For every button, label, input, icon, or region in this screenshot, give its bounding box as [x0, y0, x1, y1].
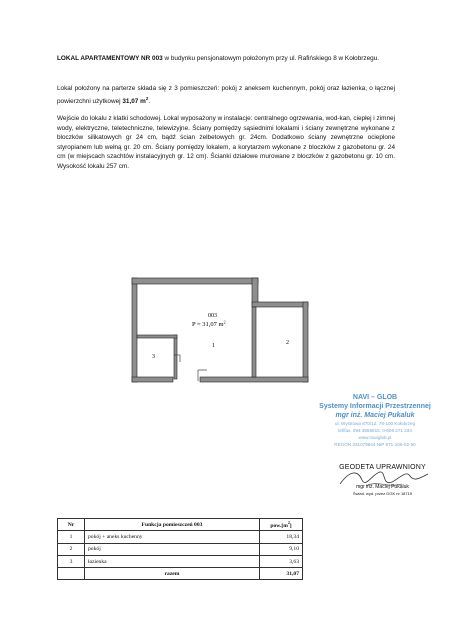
wall-room2-divider [252, 307, 256, 377]
company-subtitle: Systemy Informacji Przestrzennej [319, 403, 431, 410]
intro-paragraph [57, 54, 395, 64]
floor-plan [130, 270, 310, 390]
rooms-table [57, 518, 303, 580]
company-phone: tel/fax. 094 3556915; 0-606 271 234 [338, 428, 412, 433]
table-sum-row: razem 31,07 [58, 568, 303, 580]
unit-title: LOKAL APARTAMENTOWY NR 003 [57, 55, 163, 62]
wall-left [132, 278, 137, 382]
header-area: $pow.[m^2]$ [260, 519, 303, 531]
seal-name: mgr inż. Maciej Pukaluk [356, 484, 409, 490]
room-3-label: 3 [152, 354, 155, 360]
wall-bottom-left [132, 377, 173, 382]
company-stamp [312, 393, 438, 448]
wall-bottom-right [200, 377, 308, 382]
wall-bathroom-top [137, 335, 177, 338]
company-name: NAVI – GLOB [352, 394, 398, 401]
wall-top-right [252, 302, 308, 307]
wall-right [303, 302, 308, 382]
plan-area-label: P = 31,07 $m^2$ [192, 319, 226, 328]
table-row: 1 pokój + aneks kuchenny 18,34 [58, 531, 303, 543]
wall-bathroom-side [174, 335, 177, 379]
header-function: Funkcja pomieszczeń 003 [85, 519, 260, 531]
seal-title: GEODETA UPRAWNIONY [339, 464, 426, 471]
description-text: Lokal położony na parterze składa się z 3 pomieszczeń: pokój z aneksem kuchennym, pokój oraz łazienka, o łącznej powierzchni użytkowej [57, 85, 395, 105]
table-row: 3 łazienka 3,63 [58, 555, 303, 567]
company-person: mgr inż. Maciej Pukaluk [335, 412, 415, 419]
surveyor-seal [330, 460, 435, 502]
total-area: 31,07 $m^2$ [122, 95, 149, 105]
company-web: www.naviglob.pl [358, 435, 392, 440]
wall-top-left [132, 278, 258, 284]
details-paragraph: Wejście do lokalu z klatki schodowej. Lokal wyposażony w instalacje: centralnego ogrzewania, wod-kan, ciepłej i zimnej wody, elektryczne, teletechniczne, telewizyjne. Ściany pomiędzy sąsiednimi lokalami i ściany zewnętrzne wykonane z bloczków silikatowych gr 24 cm, bądź ścian żelbetowych gr. 24cm. Dodatkowo ściany zewnętrzne ocieplone styropianem lub wełną gr. 20 cm. Ściany pomiędzy lokalem, a korytarzem wykonane z bloczków z gazobetonu gr. 24 cm (w miejscach szachtów instalacyjnych gr. 12 cm). Ścianki działowe murowane z bloczków z gazobetonu gr. 10 cm. Wysokość lokalu 257 cm. [57, 115, 395, 170]
table-header-row [58, 519, 303, 531]
room-1-label: 1 [212, 343, 215, 349]
company-regon: REGON 331079844 NIP 671-106-02-50 [334, 442, 416, 447]
header-nr: Nr [58, 519, 85, 531]
company-address: ul. Wylotowa 870/12, 78-100 Kołobrzeg [334, 421, 416, 426]
seal-license: Świad. wyd. przez GGK nr 18719 [352, 491, 413, 496]
unit-label: 003 [208, 313, 217, 319]
table-row: 2 pokój 9,10 [58, 543, 303, 555]
description-paragraph: Lokal położony na parterze składa się z 3 pomieszczeń: pokój z aneksem kuchennym, pokój oraz łazienka, o łącznej powierzchni użytkowej 31,07 $m^2$. [57, 85, 395, 105]
room-2-label: 2 [286, 340, 289, 346]
intro-text: w budynku pensjonatowym położonym przy ul. Rafińskiego 8 w Kołobrzegu. [162, 55, 380, 62]
